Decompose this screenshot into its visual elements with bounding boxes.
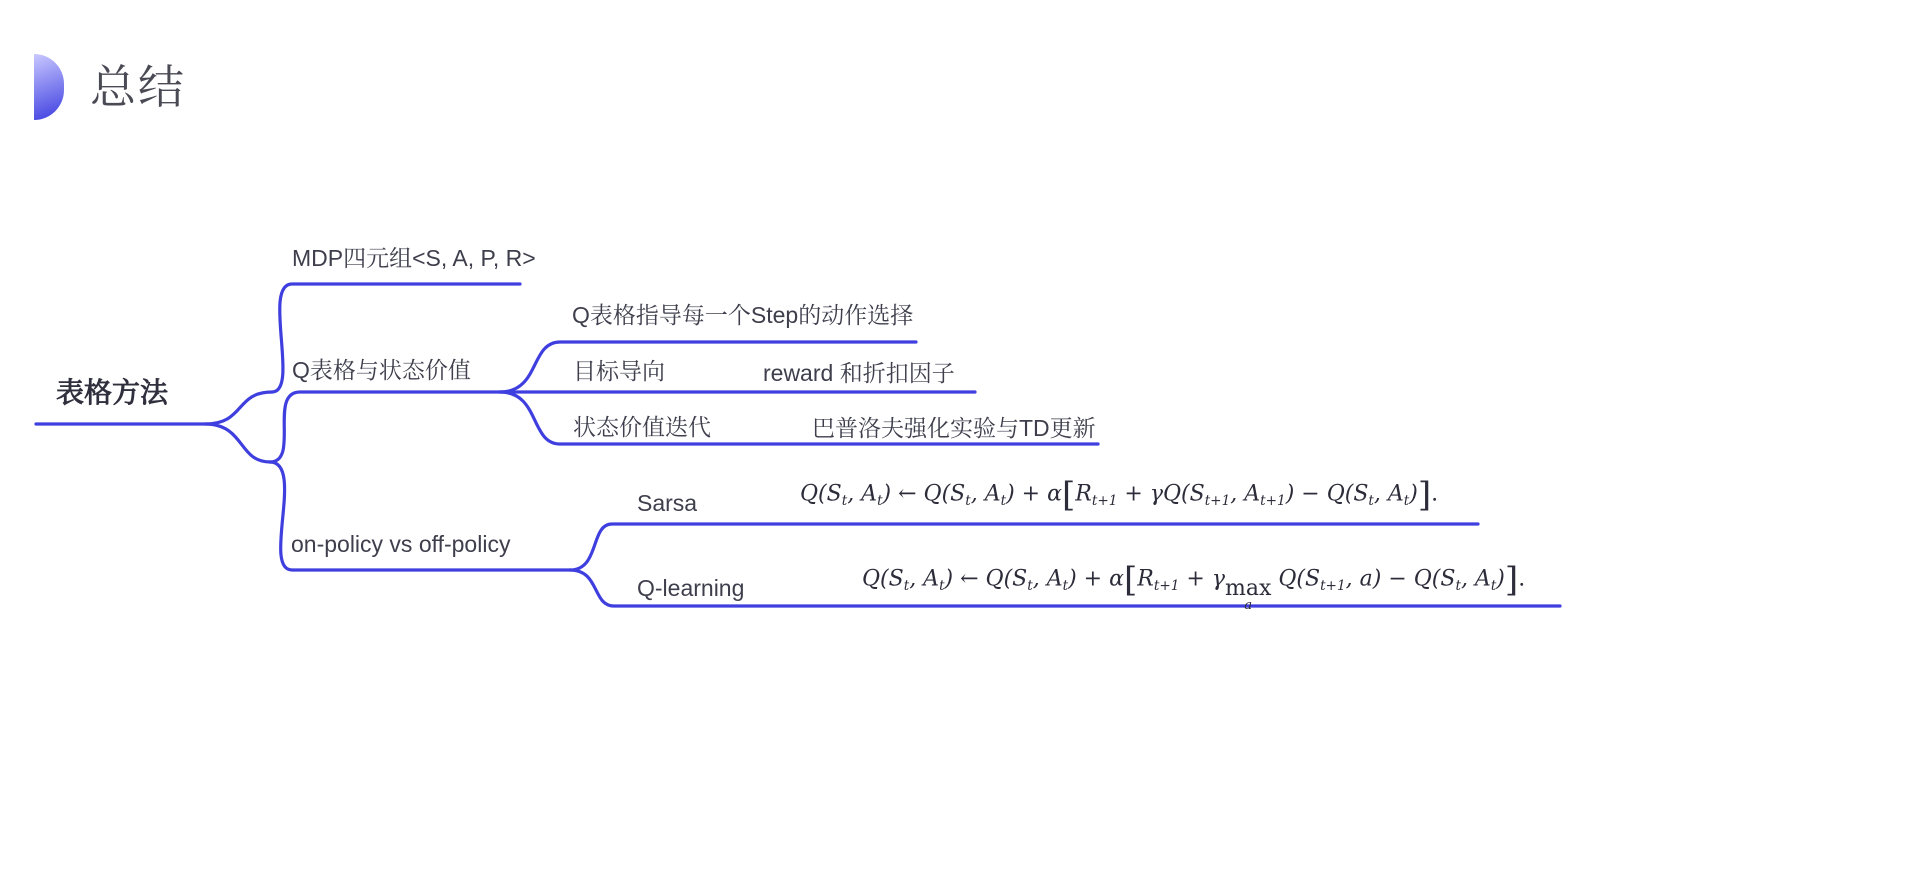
mindmap-node-on-off-policy[interactable]: on-policy vs off-policy	[291, 531, 511, 557]
mindmap-node-state-value-iteration[interactable]: 状态价值迭代	[573, 414, 711, 440]
mindmap-root-node[interactable]: 表格方法	[56, 377, 169, 408]
mindmap-node-qtable[interactable]: Q表格与状态价值	[292, 357, 471, 383]
mindmap-node-q-learning[interactable]: Q-learning	[637, 575, 745, 601]
mindmap-note-pavlov-td: 巴普洛夫强化实验与TD更新	[812, 415, 1096, 441]
slide-bottom-bar	[0, 848, 1920, 884]
page-title: 总结	[90, 61, 186, 113]
formula-q-learning: Q(St, At) ← Q(St, At) + α[Rt+1 + γ max a Q(St+1, a) − Q(St, At)].	[862, 560, 1526, 613]
mindmap-node-mdp[interactable]: MDP四元组<S, A, P, R>	[292, 245, 536, 271]
mindmap-note-reward-discount: reward 和折扣因子	[763, 360, 955, 386]
mindmap-node-sarsa[interactable]: Sarsa	[637, 490, 698, 516]
mindmap-node-q-step-action[interactable]: Q表格指导每一个Step的动作选择	[572, 302, 914, 328]
mindmap-node-goal-oriented[interactable]: 目标导向	[573, 358, 665, 384]
formula-sarsa: Q(St, At) ← Q(St, At) + α[Rt+1 + γQ(St+1, At+1) − Q(St, At)].	[800, 475, 1439, 515]
